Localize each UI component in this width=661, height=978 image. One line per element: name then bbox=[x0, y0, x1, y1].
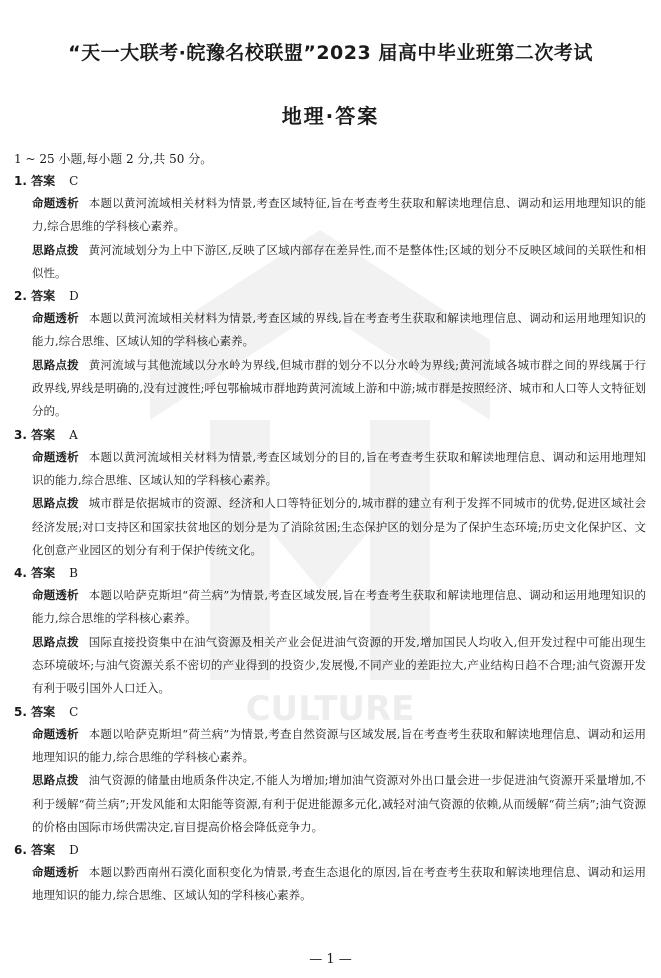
hint-paragraph bbox=[14, 239, 646, 286]
question-label: 4. 答案 bbox=[14, 566, 56, 581]
analysis-paragraph bbox=[14, 446, 646, 493]
hint-paragraph bbox=[14, 769, 646, 839]
analysis-text: 本题以黄河流域相关材料为情景,考查区域划分的目的,旨在考查考生获取和解读地理信息、调动和运用地理知识的能力,综合思维、区域认知的学科核心素养。 bbox=[32, 449, 647, 487]
page-number: — 1 — bbox=[309, 952, 352, 967]
question-4 bbox=[14, 562, 646, 700]
analysis-label: 命题透析 bbox=[32, 865, 79, 880]
exam-title: “天一大联考·皖豫名校联盟”2023 届高中毕业班第二次考试 bbox=[68, 42, 593, 64]
hint-text: 城市群是依据城市的资源、经济和人口等特征划分的,城市群的建立有利于发挥不同城市的优势,促进区域社会经济发展;对口支持区和国家扶贫地区的划分是为了消除贫困;生态保护区的划分是为了保护生态环境;历史文化保护区、文化创意产业园区的划分有利于保护传统文化。 bbox=[32, 496, 647, 557]
answer-letter: A bbox=[69, 427, 78, 442]
question-label: 3. 答案 bbox=[14, 427, 56, 442]
answer-list bbox=[14, 170, 646, 908]
question-label: 2. 答案 bbox=[14, 289, 56, 304]
analysis-paragraph bbox=[14, 861, 646, 908]
question-label: 6. 答案 bbox=[14, 843, 56, 858]
analysis-text: 本题以黄河流域相关材料为情景,考查区域特征,旨在考查考生获取和解读地理信息、调动和运用地理知识的能力,综合思维的学科核心素养。 bbox=[32, 196, 647, 234]
question-3 bbox=[14, 424, 646, 562]
hint-text: 国际直接投资集中在油气资源及相关产业会促进油气资源的开发,增加国民人均收入,但开发过程中可能出现生态环境破坏;与油气资源关系不密切的产业得到的投资少,发展慢,不同产业的差距拉大,产业结构日趋不合理;油气资源开发有利于吸引国外人口迁入。 bbox=[32, 634, 647, 696]
hint-paragraph bbox=[14, 354, 646, 424]
question-2 bbox=[14, 285, 646, 423]
hint-label: 思路点拨 bbox=[32, 357, 79, 372]
question-5 bbox=[14, 701, 646, 839]
hint-label: 思路点拨 bbox=[32, 773, 79, 788]
hint-text: 油气资源的储量由地质条件决定,不能人为增加;增加油气资源对外出口量会进一步促进油气资源开采量增加,不利于缓解“荷兰病”;开发风能和太阳能等资源,有利于促进能源多元化,减轻对油气资源的依赖,从而缓解“荷兰病”;油气资源的价格由国际市场供需决定,盲目提高价格会降低竞争力。 bbox=[32, 773, 647, 834]
analysis-label: 命题透析 bbox=[32, 311, 79, 326]
hint-paragraph bbox=[14, 631, 646, 701]
hint-paragraph bbox=[14, 492, 646, 562]
analysis-label: 命题透析 bbox=[32, 726, 79, 741]
watermark-text: CULTURE bbox=[245, 689, 415, 729]
analysis-text: 本题以黄河流域相关材料为情景,考查区域的界线,旨在考查考生获取和解读地理信息、调动和运用地理知识的能力,综合思维、区域认知的学科核心素养。 bbox=[32, 311, 647, 349]
question-6 bbox=[14, 839, 646, 908]
hint-label: 思路点拨 bbox=[32, 496, 79, 511]
answer-subtitle: 地理·答案 bbox=[281, 104, 380, 128]
analysis-paragraph bbox=[14, 307, 646, 354]
answer-letter: D bbox=[69, 289, 79, 304]
answer-letter: C bbox=[69, 174, 79, 188]
hint-text: 黄河流域与其他流域以分水岭为界线,但城市群的划分不以分水岭为界线;黄河流域各城市群之间的界线属于行政界线,界线是明确的,没有过渡性;呼包鄂榆城市群地跨黄河流域上游和中游;城市群是按照经济、城市和人口等人文特征划分的。 bbox=[32, 357, 647, 419]
analysis-paragraph bbox=[14, 584, 646, 631]
hint-text: 黄河流域划分为上中下游区,反映了区域内部存在差异性,而不是整体性;区域的划分不反映区域间的关联性和相似性。 bbox=[32, 242, 647, 280]
question-label: 1. 答案 bbox=[14, 174, 56, 188]
question-label: 5. 答案 bbox=[14, 704, 56, 719]
analysis-label: 命题透析 bbox=[32, 449, 79, 464]
answer-letter: C bbox=[69, 704, 79, 719]
scoring-intro: 1 ~ 25 小题,每小题 2 分,共 50 分。 bbox=[14, 152, 213, 166]
answer-letter: B bbox=[69, 566, 78, 581]
analysis-text: 本题以黔西南州石漠化面积变化为情景,考查生态退化的原因,旨在考查考生获取和解读地理信息、调动和运用地理知识的能力,综合思维、区域认知的学科核心素养。 bbox=[32, 865, 647, 903]
analysis-text: 本题以哈萨克斯坦“荷兰病”为情景,考查自然资源与区域发展,旨在考查考生获取和解读地理信息、调动和运用地理知识的能力,综合思维的学科核心素养。 bbox=[32, 726, 646, 764]
analysis-label: 命题透析 bbox=[32, 588, 79, 603]
analysis-label: 命题透析 bbox=[32, 196, 79, 210]
hint-label: 思路点拨 bbox=[32, 242, 79, 257]
question-1 bbox=[14, 170, 646, 285]
hint-label: 思路点拨 bbox=[32, 634, 79, 649]
analysis-text: 本题以哈萨克斯坦“荷兰病”为情景,考查区域发展,旨在考查考生获取和解读地理信息、调动和运用地理知识的能力,综合思维的学科核心素养。 bbox=[32, 588, 646, 626]
analysis-paragraph bbox=[14, 192, 646, 239]
answer-letter: D bbox=[69, 843, 79, 858]
analysis-paragraph bbox=[14, 723, 646, 770]
